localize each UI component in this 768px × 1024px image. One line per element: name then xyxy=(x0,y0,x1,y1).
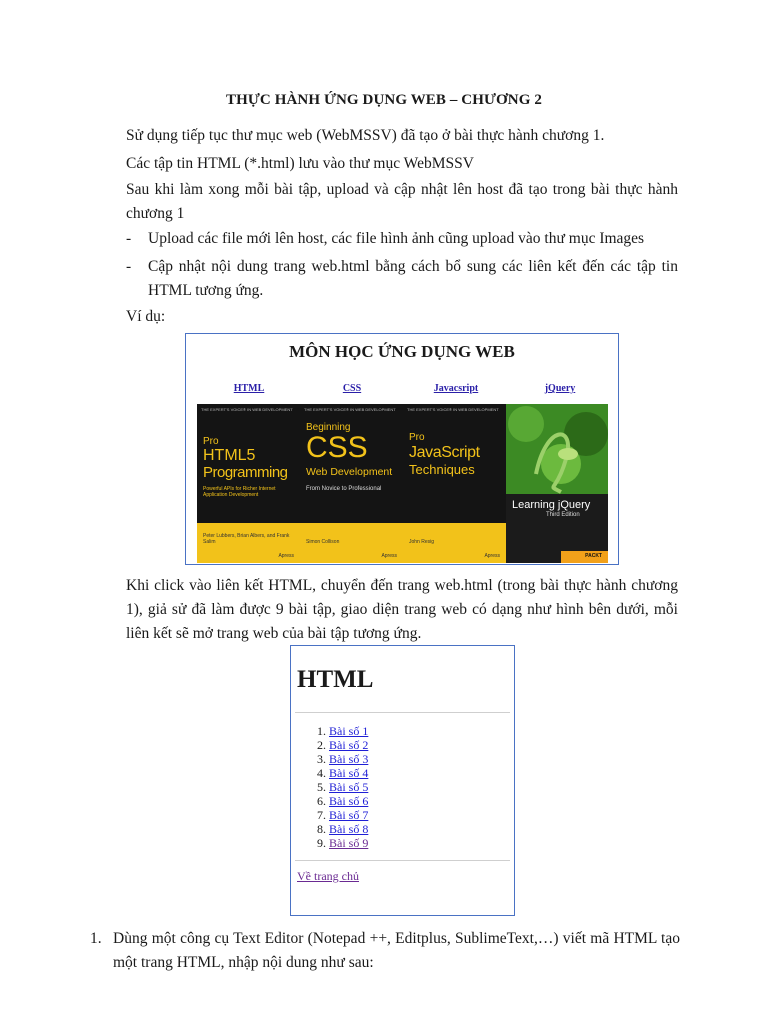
paragraph-2: Các tập tin HTML (*.html) lưu vào thư mục WebMSSV xyxy=(126,155,474,172)
step-number: 1. xyxy=(90,930,102,947)
cover-publisher: PACKT xyxy=(585,553,602,559)
figure-heading: HTML xyxy=(297,666,374,693)
step-text: Dùng một công cụ Text Editor (Notepad ++, Editplus, SublimeText,…) viết mã HTML tạo một trang HTML, nhập nội dung như sau: xyxy=(113,930,680,971)
exercise-list xyxy=(297,724,368,850)
list-number: 7. xyxy=(317,808,326,822)
cover-subtitle: Powerful APIs for Richer Internet Application Development xyxy=(203,486,276,498)
cover-publisher: Apress xyxy=(278,553,294,559)
jungle-illustration-icon xyxy=(506,404,608,563)
list-number: 2. xyxy=(317,738,326,752)
cover-title-line: Pro xyxy=(409,432,425,443)
book-cover-css[interactable] xyxy=(300,404,403,563)
bullet-dash: - xyxy=(126,230,132,247)
cover-title-line: JavaScript xyxy=(409,444,480,461)
exercise-link-5[interactable]: Bài số 5 xyxy=(329,780,369,794)
cover-publisher: Apress xyxy=(381,553,397,559)
home-link[interactable]: Về trang chủ xyxy=(297,869,359,883)
cover-series: THE EXPERT'S VOICE® IN WEB DEVELOPMENT xyxy=(407,407,499,412)
divider xyxy=(295,712,510,713)
cover-series: THE EXPERT'S VOICE® IN WEB DEVELOPMENT xyxy=(201,407,293,412)
cover-title-line: CSS xyxy=(306,431,368,464)
cover-title-line: Learning jQuery xyxy=(512,499,591,511)
cover-subtitle: Third Edition xyxy=(546,512,580,518)
list-number: 1. xyxy=(317,724,326,738)
list-number: 4. xyxy=(317,766,326,780)
list-number: 6. xyxy=(317,794,326,808)
cover-title-line: Programming xyxy=(203,464,288,481)
example-figure-html-page xyxy=(290,645,515,916)
cover-title-line: Web Development xyxy=(306,466,393,478)
list-item xyxy=(297,836,368,850)
paragraph-1: Sử dụng tiếp tục thư mục web (WebMSSV) đã tạo ở bài thực hành chương 1. xyxy=(126,127,605,144)
exercise-link-8[interactable]: Bài số 8 xyxy=(329,822,369,836)
cover-authors: Peter Lubbers, Brian Albers, and Frank Salim xyxy=(203,533,290,545)
divider xyxy=(295,860,510,861)
list-item xyxy=(297,794,368,808)
bullet-item-2 xyxy=(126,255,678,303)
bullet-text: Cập nhật nội dung trang web.html bằng cách bổ sung các liên kết đến các tập tin HTML tương ứng. xyxy=(148,258,678,299)
list-number: 9. xyxy=(317,836,326,850)
exercise-link-7[interactable]: Bài số 7 xyxy=(329,808,369,822)
link-jquery[interactable]: jQuery xyxy=(544,383,576,394)
list-number: 8. xyxy=(317,822,326,836)
list-number: 5. xyxy=(317,780,326,794)
exercise-link-9[interactable]: Bài số 9 xyxy=(329,836,369,850)
cover-publisher: Apress xyxy=(484,553,500,559)
cover-title-line: HTML5 xyxy=(203,447,256,464)
book-cover-jquery[interactable] xyxy=(506,404,608,563)
link-html[interactable]: HTML xyxy=(233,383,265,394)
exercise-link-1[interactable]: Bài số 1 xyxy=(329,724,369,738)
bullet-text: Upload các file mới lên host, các file hình ảnh cũng upload vào thư mục Images xyxy=(148,230,645,247)
exercise-link-3[interactable]: Bài số 3 xyxy=(329,752,369,766)
link-css[interactable]: CSS xyxy=(342,383,362,394)
paragraph-4: Khi click vào liên kết HTML, chuyển đến trang web.html (trong bài thực hành chương 1), giả sử đã làm được 9 bài tập, giao diện trang web có dạng như hình bên dưới, mỗi liên kết sẽ mở trang web của bài tập tương ứng. xyxy=(126,577,678,642)
exercise-link-2[interactable]: Bài số 2 xyxy=(329,738,369,752)
list-item xyxy=(297,822,368,836)
cover-series: THE EXPERT'S VOICE® IN WEB DEVELOPMENT xyxy=(304,407,396,412)
link-javascript[interactable]: Javacsript xyxy=(433,383,479,394)
example-label: Ví dụ: xyxy=(126,308,166,325)
list-item xyxy=(297,752,368,766)
cover-title-line: Pro xyxy=(203,436,219,447)
list-item xyxy=(297,780,368,794)
cover-subtitle: From Novice to Professional xyxy=(306,486,382,492)
book-cover-javascript[interactable] xyxy=(403,404,506,563)
page-title: THỰC HÀNH ỨNG DỤNG WEB – CHƯƠNG 2 xyxy=(226,92,542,108)
book-cover-html5[interactable] xyxy=(197,404,300,563)
list-number: 3. xyxy=(317,752,326,766)
cover-authors: John Resig xyxy=(409,539,435,545)
example-figure-course-page xyxy=(185,333,619,565)
list-item xyxy=(297,738,368,752)
cover-title-line: Techniques xyxy=(409,462,475,477)
exercise-link-4[interactable]: Bài số 4 xyxy=(329,766,369,780)
paragraph-3: Sau khi làm xong mỗi bài tập, upload và cập nhật lên host đã tạo trong bài thực hành chương 1 xyxy=(126,181,678,222)
list-item xyxy=(297,808,368,822)
cover-title-line: Beginning xyxy=(306,422,351,433)
bullet-dash: - xyxy=(126,258,132,275)
exercise-link-6[interactable]: Bài số 6 xyxy=(329,794,369,808)
cover-authors: Simon Collison xyxy=(306,539,340,545)
list-item xyxy=(297,766,368,780)
step-1 xyxy=(90,927,680,975)
bullet-item-1 xyxy=(126,227,678,251)
list-item xyxy=(297,724,368,738)
figure-heading: MÔN HỌC ỨNG DỤNG WEB xyxy=(289,342,515,361)
